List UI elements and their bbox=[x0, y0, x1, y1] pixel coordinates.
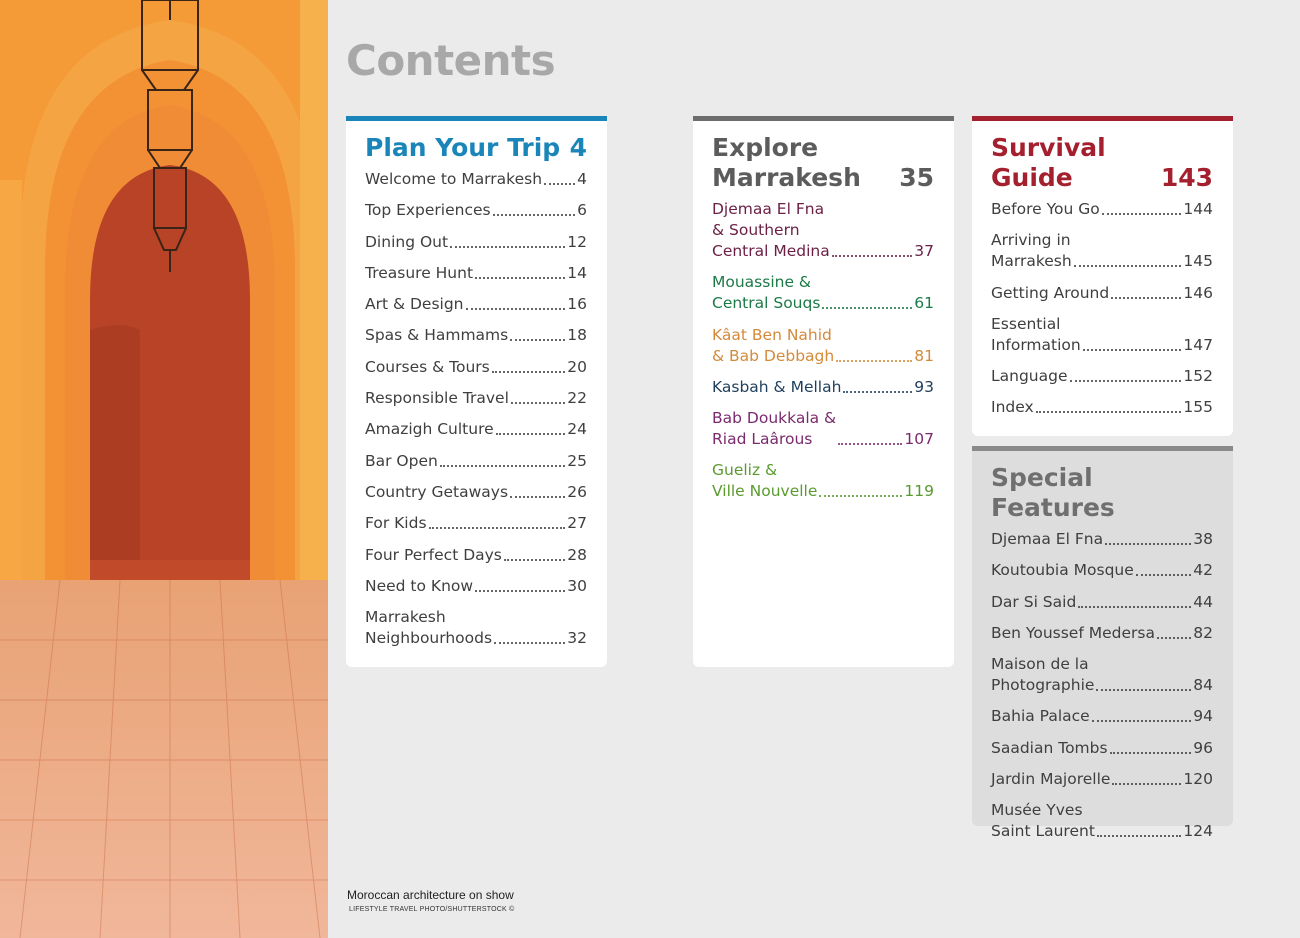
toc-entry-page: 144 bbox=[1183, 200, 1213, 218]
toc-entry-page: 107 bbox=[904, 430, 934, 449]
photo-caption: Moroccan architecture on show bbox=[347, 888, 514, 902]
dot-leader bbox=[494, 642, 565, 644]
toc-list bbox=[991, 529, 1213, 842]
toc-entry-page: 12 bbox=[567, 232, 587, 251]
toc-entry-page: 44 bbox=[1193, 592, 1213, 611]
toc-entry-label: Art & Design bbox=[365, 295, 464, 314]
toc-entry-label: Before You Go bbox=[991, 200, 1100, 218]
toc-entry-page: 22 bbox=[567, 389, 587, 408]
dot-leader bbox=[838, 443, 902, 445]
explore-marrakesh-section bbox=[693, 116, 954, 667]
dot-leader bbox=[832, 255, 913, 257]
dot-leader bbox=[440, 465, 565, 467]
dot-leader bbox=[1083, 349, 1182, 351]
section-heading bbox=[991, 463, 1213, 523]
toc-entry-label: Saadian Tombs bbox=[991, 738, 1108, 757]
dot-leader bbox=[510, 339, 565, 341]
toc-entry-page: 147 bbox=[1183, 335, 1213, 354]
toc-entry[interactable] bbox=[991, 397, 1213, 418]
toc-entry[interactable] bbox=[712, 199, 934, 262]
dot-leader bbox=[1097, 835, 1182, 837]
toc-entry-label: Mouassine & Central Souqs bbox=[712, 273, 821, 313]
toc-entry-label: Responsible Travel bbox=[365, 389, 509, 408]
toc-entry[interactable] bbox=[991, 738, 1213, 759]
section-heading bbox=[365, 133, 587, 163]
toc-entry-page: 120 bbox=[1183, 770, 1213, 789]
arches-illustration bbox=[0, 0, 328, 938]
toc-entry-page: 145 bbox=[1183, 252, 1213, 271]
section-title: Explore Marrakesh bbox=[712, 133, 861, 192]
toc-entry[interactable] bbox=[712, 325, 934, 367]
dot-leader bbox=[1078, 606, 1191, 608]
toc-entry-page: 96 bbox=[1193, 738, 1213, 757]
toc-entry[interactable] bbox=[991, 199, 1213, 220]
toc-entry-label: Language bbox=[991, 367, 1068, 386]
page-title: Contents bbox=[346, 36, 556, 85]
toc-entry[interactable] bbox=[365, 419, 587, 440]
toc-entry-page: 26 bbox=[567, 482, 587, 501]
toc-entry-page: 30 bbox=[567, 576, 587, 595]
toc-entry-label: Ben Youssef Medersa bbox=[991, 623, 1155, 642]
toc-entry-label: Country Getaways bbox=[365, 482, 509, 501]
toc-entry-page: 37 bbox=[914, 242, 934, 260]
toc-entry-page: 146 bbox=[1183, 283, 1213, 302]
dot-leader bbox=[836, 360, 912, 362]
section-heading bbox=[991, 133, 1213, 193]
section-title: Survival Guide bbox=[991, 133, 1106, 192]
toc-entry-label: Djemaa El Fna bbox=[991, 530, 1104, 548]
dot-leader bbox=[1102, 213, 1182, 215]
toc-entry[interactable] bbox=[991, 529, 1213, 550]
toc-entry-page: 4 bbox=[577, 170, 587, 188]
toc-entry[interactable] bbox=[991, 623, 1213, 644]
toc-entry-label: Dar Si Said bbox=[991, 592, 1077, 611]
dot-leader bbox=[1074, 265, 1182, 267]
special-features-section bbox=[972, 446, 1233, 841]
toc-entry-label: Kâat Ben Nahid & Bab Debbagh bbox=[712, 325, 835, 365]
dot-leader bbox=[822, 307, 912, 309]
toc-entry-page: 82 bbox=[1193, 623, 1213, 642]
toc-entry-label: Bar Open bbox=[365, 451, 438, 470]
dot-leader bbox=[1092, 720, 1192, 722]
toc-entry-label: Djemaa El Fna & Southern Central Medina bbox=[712, 200, 830, 260]
toc-entry[interactable] bbox=[365, 388, 587, 409]
toc-entry-page: 6 bbox=[577, 201, 587, 220]
dot-leader bbox=[475, 590, 565, 592]
toc-entry[interactable] bbox=[365, 545, 587, 566]
dot-leader bbox=[510, 496, 565, 498]
toc-entry[interactable] bbox=[991, 592, 1213, 613]
toc-entry-label: Need to Know bbox=[365, 576, 474, 595]
toc-entry-label: Amazigh Culture bbox=[365, 420, 494, 439]
toc-entry[interactable] bbox=[365, 576, 587, 597]
toc-entry[interactable] bbox=[991, 314, 1213, 356]
dot-leader bbox=[843, 391, 912, 393]
toc-entry-label: Getting Around bbox=[991, 283, 1110, 302]
toc-entry[interactable] bbox=[365, 294, 587, 315]
toc-entry[interactable] bbox=[712, 460, 934, 502]
dot-leader bbox=[1136, 574, 1191, 576]
dot-leader bbox=[819, 495, 902, 497]
dot-leader bbox=[1112, 783, 1181, 785]
dot-leader bbox=[544, 183, 575, 185]
toc-entry-page: 27 bbox=[567, 514, 587, 533]
toc-entry-page: 25 bbox=[567, 451, 587, 470]
toc-entry-label: Bab Doukkala & Riad Laârous bbox=[712, 409, 837, 449]
toc-entry-page: 84 bbox=[1193, 676, 1213, 695]
toc-entry-page: 94 bbox=[1193, 707, 1213, 726]
toc-entry-label: Top Experiences bbox=[365, 201, 491, 220]
toc-entry[interactable] bbox=[365, 200, 587, 221]
toc-entry-label: Dining Out bbox=[365, 232, 449, 251]
toc-entry-page: 32 bbox=[567, 629, 587, 648]
section-heading bbox=[712, 133, 934, 193]
toc-entry[interactable] bbox=[365, 451, 587, 472]
section-title: Plan Your Trip bbox=[365, 133, 561, 162]
toc-entry-label: Kasbah & Mellah bbox=[712, 377, 842, 396]
dot-leader bbox=[1096, 689, 1191, 691]
toc-entry[interactable] bbox=[991, 800, 1213, 842]
toc-entry-page: 16 bbox=[567, 295, 587, 314]
toc-entry-label: Musée Yves Saint Laurent bbox=[991, 801, 1095, 841]
dot-leader bbox=[1036, 411, 1182, 413]
toc-entry-label: Four Perfect Days bbox=[365, 545, 502, 564]
toc-entry[interactable] bbox=[991, 769, 1213, 790]
toc-entry-page: 152 bbox=[1183, 367, 1213, 386]
toc-entry-label: For Kids bbox=[365, 514, 427, 533]
section-page-number: 35 bbox=[899, 163, 934, 192]
toc-entry-page: 18 bbox=[567, 326, 587, 345]
toc-entry-label: Koutoubia Mosque bbox=[991, 561, 1134, 580]
toc-entry[interactable] bbox=[991, 560, 1213, 581]
toc-entry-page: 20 bbox=[567, 357, 587, 376]
dot-leader bbox=[511, 402, 565, 404]
dot-leader bbox=[475, 277, 565, 279]
toc-entry[interactable] bbox=[365, 325, 587, 346]
dot-leader bbox=[492, 371, 566, 373]
toc-entry-page: 155 bbox=[1183, 398, 1213, 417]
toc-entry[interactable] bbox=[991, 706, 1213, 727]
toc-entry-page: 24 bbox=[567, 420, 587, 439]
toc-entry[interactable] bbox=[365, 357, 587, 378]
toc-entry-label: Marrakesh Neighbourhoods bbox=[365, 608, 493, 648]
section-title: Special Features bbox=[991, 463, 1115, 522]
toc-entry-page: 38 bbox=[1193, 530, 1213, 548]
dot-leader bbox=[1110, 752, 1192, 754]
toc-entry[interactable] bbox=[365, 607, 587, 649]
toc-entry-label: Welcome to Marrakesh bbox=[365, 170, 543, 188]
toc-entry-label: Jardin Majorelle bbox=[991, 770, 1111, 789]
dot-leader bbox=[493, 214, 576, 216]
toc-entry[interactable] bbox=[365, 169, 587, 190]
toc-entry[interactable] bbox=[991, 654, 1213, 696]
toc-entry-page: 93 bbox=[914, 377, 934, 396]
toc-entry-page: 42 bbox=[1193, 561, 1213, 580]
dot-leader bbox=[450, 246, 565, 248]
toc-entry[interactable] bbox=[991, 283, 1213, 304]
toc-entry-label: Essential Information bbox=[991, 314, 1081, 354]
photo-credit: LIFESTYLE TRAVEL PHOTO/SHUTTERSTOCK © bbox=[349, 906, 515, 913]
toc-entry-page: 61 bbox=[914, 294, 934, 313]
toc-entry[interactable] bbox=[991, 230, 1213, 272]
cover-photo bbox=[0, 0, 328, 938]
survival-guide-section bbox=[972, 116, 1233, 436]
toc-entry[interactable] bbox=[365, 513, 587, 534]
toc-entry-label: Maison de la Photographie bbox=[991, 655, 1095, 695]
toc-entry-page: 119 bbox=[904, 482, 934, 501]
dot-leader bbox=[504, 559, 565, 561]
toc-entry[interactable] bbox=[365, 482, 587, 503]
toc-entry-page: 124 bbox=[1183, 822, 1213, 841]
toc-entry[interactable] bbox=[712, 272, 934, 314]
toc-entry-page: 14 bbox=[567, 263, 587, 282]
dot-leader bbox=[466, 308, 566, 310]
toc-entry-page: 28 bbox=[567, 545, 587, 564]
toc-entry[interactable] bbox=[712, 408, 934, 450]
toc-entry-label: Spas & Hammams bbox=[365, 326, 509, 345]
toc-list bbox=[712, 199, 934, 502]
section-page-number: 4 bbox=[569, 133, 587, 162]
dot-leader bbox=[429, 527, 566, 529]
toc-entry-label: Arriving in Marrakesh bbox=[991, 231, 1072, 271]
dot-leader bbox=[1105, 543, 1191, 545]
toc-entry-label: Courses & Tours bbox=[365, 357, 490, 376]
dot-leader bbox=[1111, 297, 1181, 299]
toc-list bbox=[365, 169, 587, 649]
dot-leader bbox=[1157, 637, 1191, 639]
toc-entry-page: 81 bbox=[914, 346, 934, 365]
toc-entry-label: Treasure Hunt bbox=[365, 263, 474, 282]
section-page-number: 143 bbox=[1160, 163, 1213, 192]
dot-leader bbox=[1070, 380, 1182, 382]
toc-entry[interactable] bbox=[712, 377, 934, 398]
toc-entry[interactable] bbox=[991, 366, 1213, 387]
toc-list bbox=[991, 199, 1213, 418]
toc-entry[interactable] bbox=[365, 232, 587, 253]
toc-entry-label: Bahia Palace bbox=[991, 707, 1090, 726]
toc-entry[interactable] bbox=[365, 263, 587, 284]
toc-entry-label: Gueliz & Ville Nouvelle bbox=[712, 461, 818, 501]
dot-leader bbox=[496, 433, 566, 435]
toc-entry-label: Index bbox=[991, 398, 1034, 417]
plan-your-trip-section bbox=[346, 116, 607, 667]
